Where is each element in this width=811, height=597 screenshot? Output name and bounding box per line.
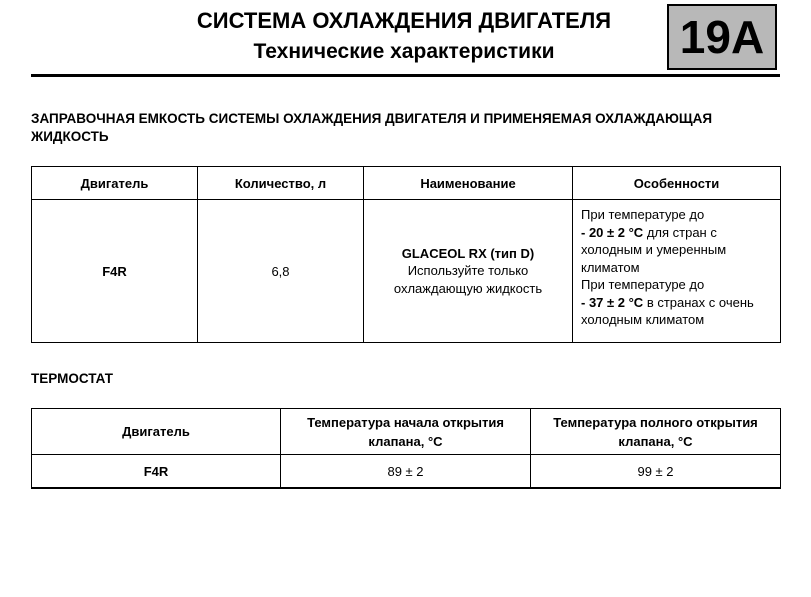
feature-2: [581, 276, 776, 329]
table-row: [32, 200, 781, 343]
feature-2-suffix: в странах с очень холодным климатом: [581, 294, 754, 327]
coolant-name: GLACEOL RX (тип D): [401, 245, 535, 261]
coolant-note-line-1: Используйте только: [407, 263, 529, 279]
coolant-name-cell: [364, 200, 573, 343]
section-title-thermostat: ТЕРМОСТАТ: [31, 371, 113, 386]
feature-1-prefix: При температуре до: [581, 207, 705, 222]
full-temp-cell: 99 ± 2: [531, 455, 781, 489]
coolant-table: [31, 166, 781, 343]
engine-cell: F4R: [32, 200, 198, 343]
page-title: СИСТЕМА ОХЛАЖДЕНИЯ ДВИГАТЕЛЯ: [196, 8, 612, 33]
table-header-row: [32, 409, 781, 455]
feature-1: [581, 206, 776, 276]
column-header-name: Наименование: [364, 167, 573, 200]
feature-1-value: - 20 ± 2 °C: [581, 224, 644, 240]
column-header-engine: Двигатель: [32, 167, 198, 200]
feature-1-suffix: для стран с холодным и умеренным климатом: [581, 224, 727, 275]
thermostat-table: [31, 408, 781, 489]
coolant-note-line-2: охлаждающую жидкость: [393, 280, 543, 296]
page-subtitle: Технические характеристики: [253, 40, 555, 63]
feature-2-prefix: При температуре до: [581, 277, 705, 292]
features-cell: [573, 200, 781, 343]
start-temp-cell: 89 ± 2: [281, 455, 531, 489]
column-header-full-temp: Температура полного открытия клапана, °C: [531, 409, 781, 455]
header-divider: [31, 74, 780, 77]
column-header-engine: Двигатель: [32, 409, 281, 455]
table-header-row: [32, 167, 781, 200]
quantity-cell: 6,8: [198, 200, 364, 343]
column-header-start-temp: Температура начала открытия клапана, °C: [281, 409, 531, 455]
column-header-features: Особенности: [573, 167, 781, 200]
column-header-quantity: Количество, л: [198, 167, 364, 200]
section-title-coolant: ЗАПРАВОЧНАЯ ЕМКОСТЬ СИСТЕМЫ ОХЛАЖДЕНИЯ ДВИГАТЕЛЯ И ПРИМЕНЯЕМАЯ ОХЛАЖДАЮЩАЯ ЖИДКОСТЬ: [31, 111, 713, 144]
table-row: [32, 455, 781, 489]
feature-2-value: - 37 ± 2 °C: [581, 294, 644, 310]
chapter-badge: 19A: [667, 4, 777, 70]
engine-cell: F4R: [32, 455, 281, 489]
